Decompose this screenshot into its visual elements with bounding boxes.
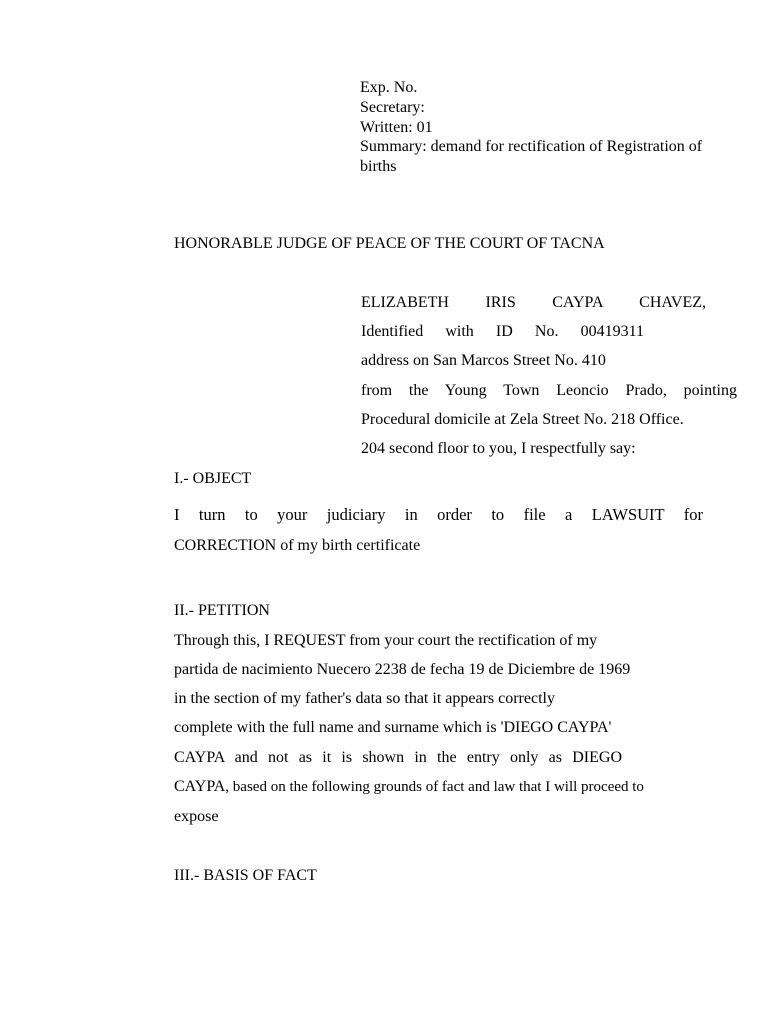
- petitioner-town: from the Young Town Leoncio Prado, pointing: [361, 382, 737, 399]
- petitioner-domicile: Procedural domicile at Zela Street No. 218 Office.: [361, 411, 684, 428]
- petition-line-3: in the section of my father's data so that it appears correctly: [174, 690, 555, 707]
- addressee-heading: HONORABLE JUDGE OF PEACE OF THE COURT OF TACNA: [174, 235, 605, 252]
- petition-line-7: expose: [174, 808, 219, 825]
- petitioner-name: ELIZABETH IRIS CAYPA CHAVEZ,: [361, 294, 706, 311]
- section-petition-heading: II.- PETITION: [174, 602, 270, 619]
- summary-line-2: births: [360, 158, 397, 175]
- petition-line-5: CAYPA and not as it is shown in the entry only as DIEGO: [174, 749, 622, 766]
- petition-line-4: complete with the full name and surname which is 'DIEGO CAYPA': [174, 719, 612, 736]
- object-line-1: I turn to your judiciary in order to file a LAWSUIT for: [174, 505, 703, 524]
- petition-line-2: partida de nacimiento Nuecero 2238 de fecha 19 de Diciembre de 1969: [174, 661, 631, 678]
- petitioner-id: Identified with ID No. 00419311: [361, 323, 644, 340]
- secretary-label: Secretary:: [360, 99, 425, 116]
- object-line-2: CORRECTION of my birth certificate: [174, 537, 421, 554]
- petition-line-6: [174, 779, 644, 795]
- written-label: Written: 01: [360, 119, 433, 136]
- petition-line-1: Through this, I REQUEST from your court the rectification of my: [174, 632, 598, 649]
- petition-line-6-rest: , based on the following grounds of fact and law that I will proceed to: [225, 779, 644, 795]
- petitioner-address: address on San Marcos Street No. 410: [361, 352, 606, 369]
- petitioner-floor: 204 second floor to you, I respectfully say:: [361, 440, 636, 457]
- section-fact-heading: III.- BASIS OF FACT: [174, 867, 317, 884]
- exp-no-label: Exp. No.: [360, 79, 418, 96]
- summary-line-1: Summary: demand for rectification of Registration of: [360, 138, 703, 155]
- petition-line-6-name: CAYPA: [174, 778, 226, 795]
- section-object-heading: I.- OBJECT: [174, 470, 252, 487]
